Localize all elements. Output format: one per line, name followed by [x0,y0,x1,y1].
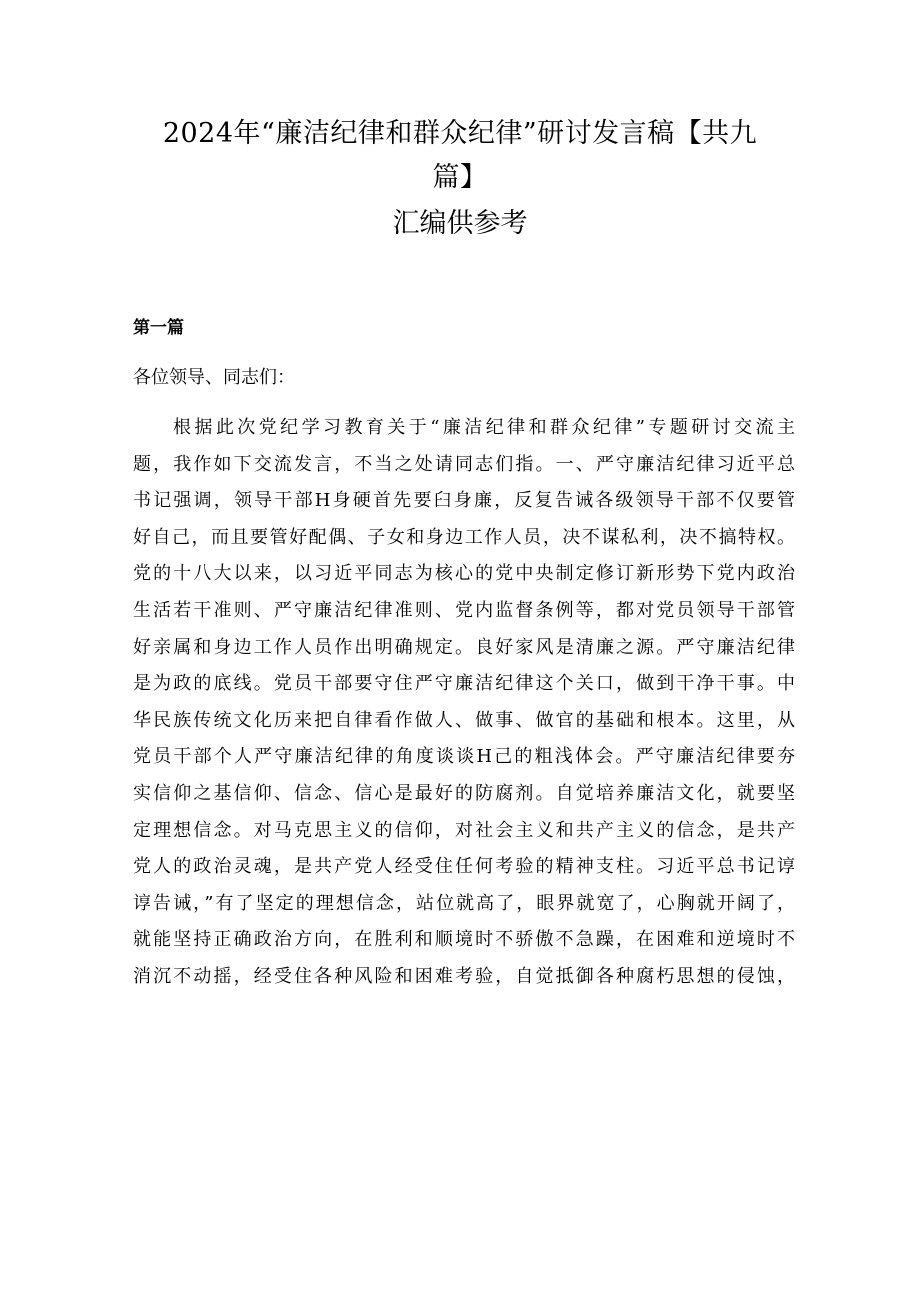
body-line: 谆告诫，”有了坚定的理想信念，站位就高了，眼界就宽了，心胸就开阔了， [133,892,795,914]
document-title-line-1: 2024年“廉洁纪律和群众纪律”研讨发言稿【共九 [162,118,758,149]
body-line: 书记强调，领导干部H身硬首先要臼身廉，反复告诫各级领导干部不仅要管 [133,490,795,512]
body-paragraph [133,410,795,996]
body-line: 消沉不动摇，经受住各种风险和困难考验，自觉抵御各种腐朽思想的侵蚀， [133,965,795,987]
document-subtitle: 汇编供参考 [392,208,528,239]
body-line: 就能坚持正确政治方向，在胜利和顺境时不骄傲不急躁，在困难和逆境时不 [133,929,795,951]
body-line: 华民族传统文化历来把自律看作做人、做事、做官的基础和根本。这里，从 [133,709,795,731]
section-heading: 第一篇 [133,318,184,338]
body-line: 党员干部个人严守廉洁纪律的角度谈谈H己的粗浅体会。严守廉洁纪律要夯 [133,746,795,768]
body-line: 是为政的底线。党员干部要守住严守廉洁纪律这个关口，做到干净干事。中 [133,673,795,695]
body-line: 好自己，而且要管好配偶、子女和身边工作人员，决不谋私利，决不搞特权。 [133,526,795,548]
body-line: 题，我作如下交流发言，不当之处请同志们指。一、严守廉洁纪律习近平总 [133,453,795,475]
body-line: 党人的政治灵魂，是共产党人经受住任何考验的精神支柱。习近平总书记谆 [133,856,795,878]
document-title-line-2: 篇】 [432,162,488,193]
body-line: 党的十八大以来，以习近平同志为核心的党中央制定修订新形势下党内政治 [133,563,795,585]
body-line: 定理想信念。对马克思主义的信仰，对社会主义和共产主义的信念，是共产 [133,819,795,841]
body-line: 实信仰之基信仰、信念、信心是最好的防腐剂。自觉培养廉洁文化，就要坚 [133,782,795,804]
body-line: 生活若干准则、严守廉洁纪律准则、党内监督条例等，都对党员领导干部管 [133,599,795,621]
body-line: 根据此次党纪学习教育关于“廉洁纪律和群众纪律”专题研讨交流主 [173,417,795,438]
document-title-block [120,112,800,246]
salutation: 各位领导、同志们： [133,367,295,388]
body-line: 好亲属和身边工作人员作出明确规定。良好家风是清廉之源。严守廉洁纪律 [133,636,795,658]
